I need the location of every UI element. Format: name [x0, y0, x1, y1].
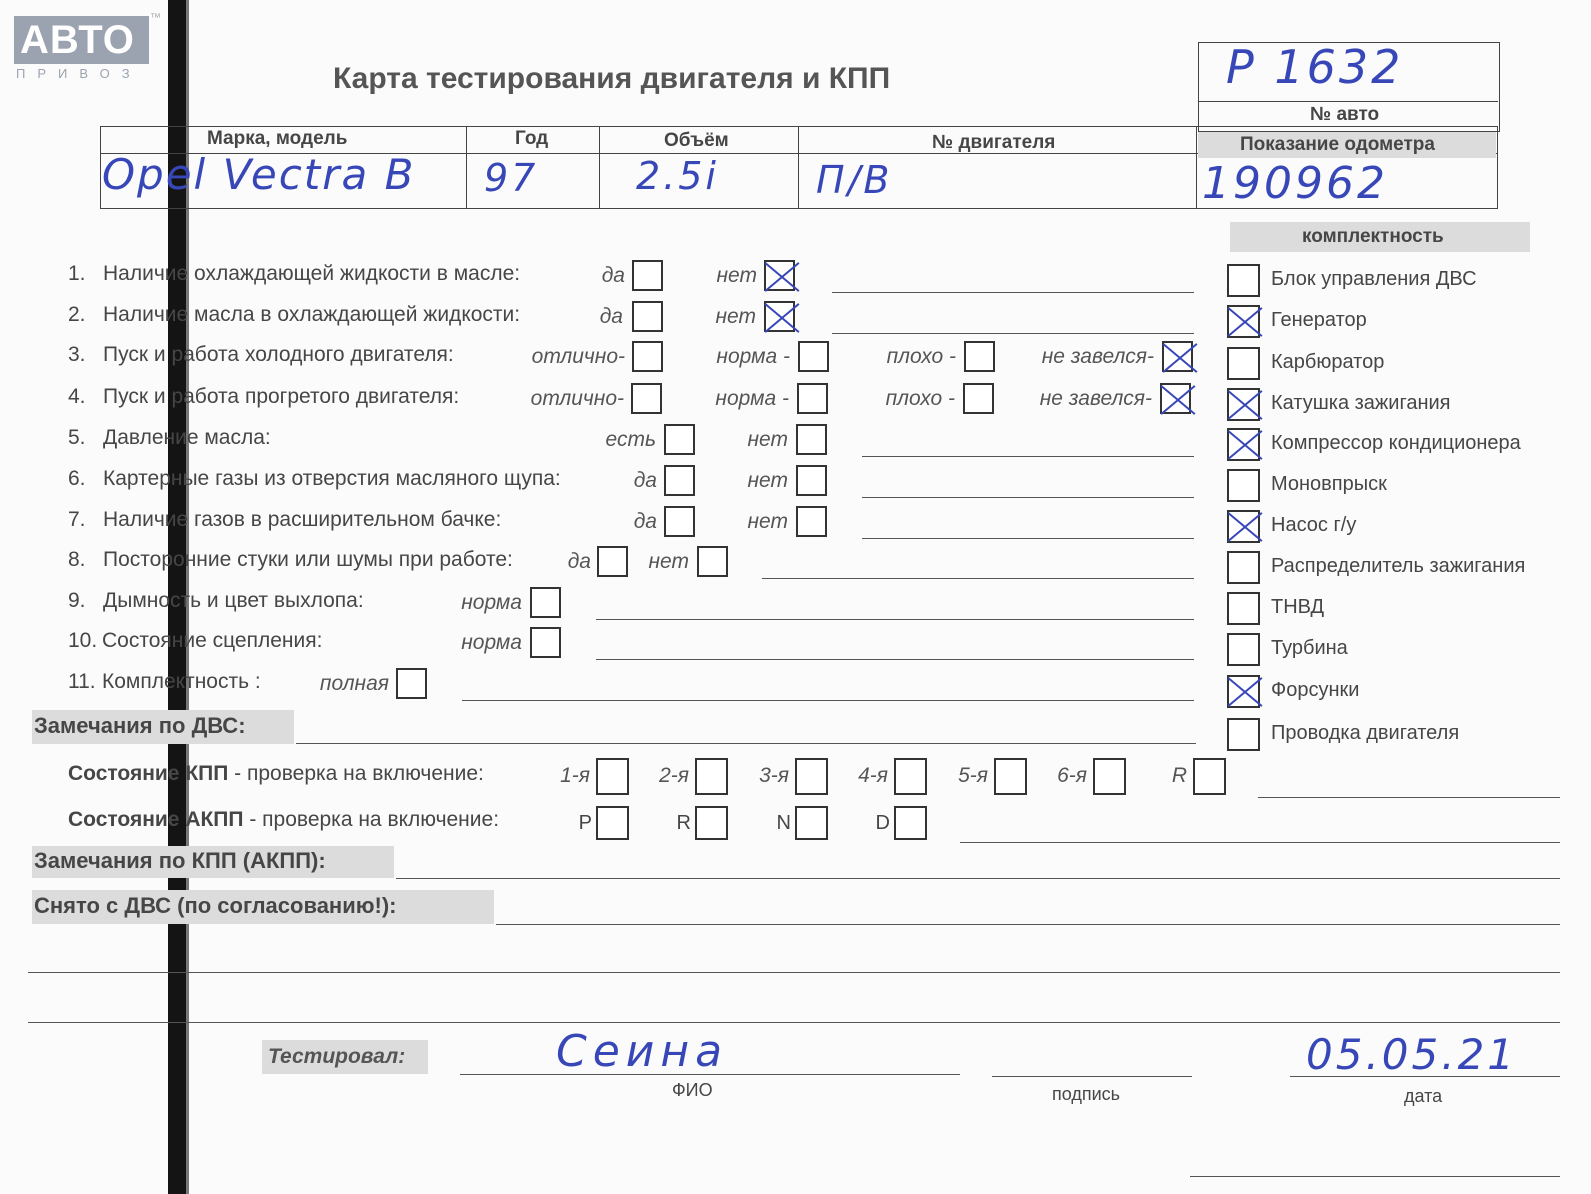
- check-number: 11.: [68, 670, 96, 693]
- kit-checkbox[interactable]: [1227, 264, 1260, 297]
- kit-item-label: Турбина: [1271, 637, 1348, 659]
- header-odometer: Показание одометра: [1240, 134, 1435, 155]
- check-label: Пуск и работа холодного двигателя:: [103, 343, 454, 366]
- check-label: Давление масла:: [103, 426, 271, 449]
- kit-item-label: Компрессор кондиционера: [1271, 432, 1521, 454]
- remarks-engine-label: Замечания по ДВС:: [34, 713, 246, 738]
- check-remark-line: [762, 578, 1194, 579]
- logo: [14, 16, 149, 64]
- kpp-gear-checkbox[interactable]: [1193, 758, 1226, 795]
- check-label: Наличие газов в расширительном бачке:: [103, 508, 502, 531]
- check-remark-line: [832, 292, 1194, 293]
- header-engine: № двигателя: [932, 132, 1056, 153]
- check-remark-line: [862, 497, 1194, 498]
- kpp-gear-label: 4-я: [858, 764, 888, 787]
- check-remark-line: [862, 538, 1194, 539]
- kpp-gear-checkbox[interactable]: [1093, 758, 1126, 795]
- date-label: дата: [1404, 1086, 1443, 1106]
- check-number: 4.: [68, 385, 86, 408]
- logo-subtext: ПРИВОЗ: [16, 66, 142, 81]
- kit-item-label: Карбюратор: [1271, 351, 1385, 373]
- check-checkbox[interactable]: [963, 383, 994, 414]
- check-checkbox[interactable]: [796, 506, 827, 537]
- check-option-label: да: [633, 510, 657, 533]
- check-label: Наличие масла в охлаждающей жидкости:: [103, 303, 521, 326]
- check-number: 1.: [68, 262, 86, 285]
- kpp-gear-label: 6-я: [1057, 764, 1087, 787]
- check-checkbox[interactable]: [664, 506, 695, 537]
- check-option-label: норма -: [716, 345, 790, 368]
- check-checkbox[interactable]: [798, 341, 829, 372]
- removed-line: [496, 924, 1560, 925]
- date-line: [1290, 1076, 1560, 1077]
- table-col-1: [466, 126, 467, 209]
- check-checkbox[interactable]: [631, 383, 662, 414]
- signature-label: подпись: [1052, 1084, 1121, 1104]
- kpp-gear-checkbox[interactable]: [894, 758, 927, 795]
- page-title: Карта тестирования двигателя и КПП: [333, 62, 891, 95]
- check-label: Комплектность :: [102, 670, 261, 693]
- check-checkbox[interactable]: [1162, 341, 1193, 372]
- check-checkbox[interactable]: [697, 546, 728, 577]
- check-number: 9.: [68, 589, 86, 612]
- check-number: 2.: [68, 303, 86, 326]
- akpp-gear-label: R: [676, 812, 691, 834]
- check-option-label: не завелся-: [1039, 387, 1152, 410]
- car-number-label: № авто: [1310, 104, 1380, 125]
- akpp-gear-label: P: [578, 812, 592, 834]
- akpp-gear-checkbox[interactable]: [894, 806, 927, 840]
- check-checkbox[interactable]: [597, 546, 628, 577]
- blank-line-1: [28, 972, 1560, 973]
- check-option-label: плохо -: [885, 387, 955, 410]
- check-checkbox[interactable]: [530, 627, 561, 658]
- value-volume: 2.5i: [636, 154, 719, 198]
- value-odometer: 190962: [1202, 158, 1388, 209]
- table-col-4: [1196, 126, 1197, 209]
- kpp-line: [1258, 797, 1560, 798]
- check-option-label: да: [633, 469, 657, 492]
- remarks-engine-line: [296, 743, 1196, 744]
- check-option-label: нет: [747, 510, 788, 533]
- check-number: 6.: [68, 467, 86, 490]
- kit-item-label: Насос г/у: [1271, 514, 1357, 536]
- check-checkbox[interactable]: [664, 465, 695, 496]
- check-remark-line: [596, 659, 1194, 660]
- kpp-gear-label: 3-я: [759, 764, 789, 787]
- fio-label: ФИО: [672, 1080, 713, 1100]
- check-label: Пуск и работа прогретого двигателя:: [103, 385, 460, 408]
- kpp-gear-label: R: [1171, 764, 1187, 787]
- check-checkbox[interactable]: [664, 424, 695, 455]
- check-option-label: нет: [747, 469, 788, 492]
- kpp-label-bold: Состояние КПП: [68, 762, 229, 785]
- kpp-gear-label: 2-я: [659, 764, 689, 787]
- check-option-label: нет: [715, 305, 756, 328]
- signature-line: [992, 1076, 1192, 1077]
- kit-item-label: Катушка зажигания: [1271, 392, 1451, 414]
- kit-checkbox[interactable]: [1227, 305, 1260, 338]
- check-checkbox[interactable]: [632, 341, 663, 372]
- header-model: Марка, модель: [207, 128, 348, 149]
- value-year: 97: [484, 156, 539, 200]
- akpp-gear-label: N: [776, 812, 791, 834]
- check-option-label: да: [601, 264, 625, 287]
- tested-label: Тестировал:: [268, 1045, 406, 1068]
- kpp-gear-checkbox[interactable]: [994, 758, 1027, 795]
- value-model: Opel Vectra B: [102, 150, 416, 199]
- check-option-label: нет: [716, 264, 757, 287]
- bottom-stub-line: [1190, 1176, 1560, 1177]
- akpp-line: [960, 842, 1560, 843]
- check-option-label: норма: [461, 631, 522, 654]
- check-number: 3.: [68, 343, 86, 366]
- check-number: 8.: [68, 548, 86, 571]
- check-number: 7.: [68, 508, 86, 531]
- check-label: Наличие охлаждающей жидкости в масле:: [103, 262, 521, 285]
- akpp-gear-checkbox[interactable]: [695, 806, 728, 840]
- kpp-gear-checkbox[interactable]: [795, 758, 828, 795]
- check-remark-line: [832, 333, 1194, 334]
- akpp-label-rest: - проверка на включение:: [243, 808, 500, 831]
- kit-checkbox[interactable]: [1227, 718, 1260, 751]
- kit-item-label: Моновпрыск: [1271, 473, 1387, 495]
- check-label: Дымность и цвет выхлопа:: [103, 589, 364, 612]
- check-option-label: да: [599, 305, 623, 328]
- check-checkbox[interactable]: [797, 383, 828, 414]
- kit-checkbox[interactable]: [1227, 551, 1260, 584]
- tester-name: Сеина: [556, 1026, 729, 1077]
- check-checkbox[interactable]: [764, 301, 795, 332]
- check-checkbox[interactable]: [396, 668, 427, 699]
- check-checkbox[interactable]: [632, 260, 663, 291]
- fio-line: [460, 1074, 960, 1075]
- kpp-gear-label: 1-я: [560, 764, 590, 787]
- check-checkbox[interactable]: [964, 341, 995, 372]
- remarks-kpp-line: [396, 878, 1560, 879]
- kit-checkbox[interactable]: [1227, 469, 1260, 502]
- check-label: Посторонние стуки или шумы при работе:: [103, 548, 513, 571]
- check-option-label: отлично-: [530, 387, 624, 410]
- kit-checkbox[interactable]: [1227, 510, 1260, 543]
- header-volume: Объём: [664, 130, 729, 151]
- check-checkbox[interactable]: [530, 587, 561, 618]
- blank-line-2: [28, 1022, 1560, 1023]
- kit-checkbox[interactable]: [1227, 388, 1260, 421]
- akpp-label-bold: Состояние АКПП: [68, 808, 244, 831]
- kit-item-label: Генератор: [1271, 309, 1367, 331]
- kit-checkbox[interactable]: [1227, 675, 1260, 708]
- check-option-label: нет: [648, 550, 689, 573]
- check-number: 10.: [68, 629, 98, 652]
- kit-item-label: Распределитель зажигания: [1271, 555, 1526, 577]
- kit-checkbox[interactable]: [1227, 592, 1260, 625]
- check-option-label: норма: [461, 591, 522, 614]
- check-label: Состояние сцепления:: [102, 629, 323, 652]
- akpp-label: [68, 808, 499, 832]
- table-col-3: [798, 126, 799, 209]
- check-option-label: не завелся-: [1041, 345, 1154, 368]
- check-checkbox[interactable]: [764, 260, 795, 291]
- kit-title: комплектность: [1302, 226, 1444, 247]
- test-date: 05.05.21: [1306, 1030, 1518, 1079]
- akpp-gear-checkbox[interactable]: [596, 806, 629, 840]
- check-checkbox[interactable]: [632, 301, 663, 332]
- kpp-label: [68, 762, 484, 786]
- check-checkbox[interactable]: [1160, 383, 1191, 414]
- table-col-2: [599, 126, 600, 209]
- check-remark-line: [462, 700, 1194, 701]
- check-option-label: плохо -: [886, 345, 956, 368]
- check-option-label: нет: [747, 428, 788, 451]
- kit-checkbox[interactable]: [1227, 347, 1260, 380]
- car-number-value: P 1632: [1226, 40, 1404, 94]
- check-checkbox[interactable]: [796, 465, 827, 496]
- kit-checkbox[interactable]: [1227, 633, 1260, 666]
- check-option-label: отлично-: [531, 345, 625, 368]
- check-number: 5.: [68, 426, 86, 449]
- check-label: Картерные газы из отверстия масляного щупа:: [103, 467, 561, 490]
- check-option-label: полная: [319, 672, 389, 695]
- kit-item-label: Блок управления ДВС: [1271, 268, 1477, 290]
- akpp-gear-label: D: [875, 812, 890, 834]
- remarks-kpp-label: Замечания по КПП (АКПП):: [34, 848, 326, 873]
- kpp-gear-label: 5-я: [958, 764, 988, 787]
- check-option-label: норма -: [715, 387, 789, 410]
- check-option-label: есть: [605, 428, 656, 451]
- check-remark-line: [862, 456, 1194, 457]
- removed-label: Снято с ДВС (по согласованию!):: [34, 893, 397, 918]
- kpp-gear-checkbox[interactable]: [695, 758, 728, 795]
- kit-item-label: Форсунки: [1271, 679, 1360, 701]
- check-option-label: да: [567, 550, 591, 573]
- check-checkbox[interactable]: [796, 424, 827, 455]
- header-year: Год: [515, 128, 549, 149]
- kit-checkbox[interactable]: [1227, 428, 1260, 461]
- logo-tm: ™: [150, 12, 161, 24]
- check-remark-line: [596, 619, 1194, 620]
- kpp-label-rest: - проверка на включение:: [228, 762, 484, 785]
- logo-text: АВТО: [20, 18, 135, 62]
- value-engine: П/В: [816, 158, 893, 202]
- car-number-divider: [1198, 101, 1498, 102]
- kit-item-label: Проводка двигателя: [1271, 722, 1460, 744]
- akpp-gear-checkbox[interactable]: [795, 806, 828, 840]
- kpp-gear-checkbox[interactable]: [596, 758, 629, 795]
- kit-item-label: ТНВД: [1271, 596, 1325, 618]
